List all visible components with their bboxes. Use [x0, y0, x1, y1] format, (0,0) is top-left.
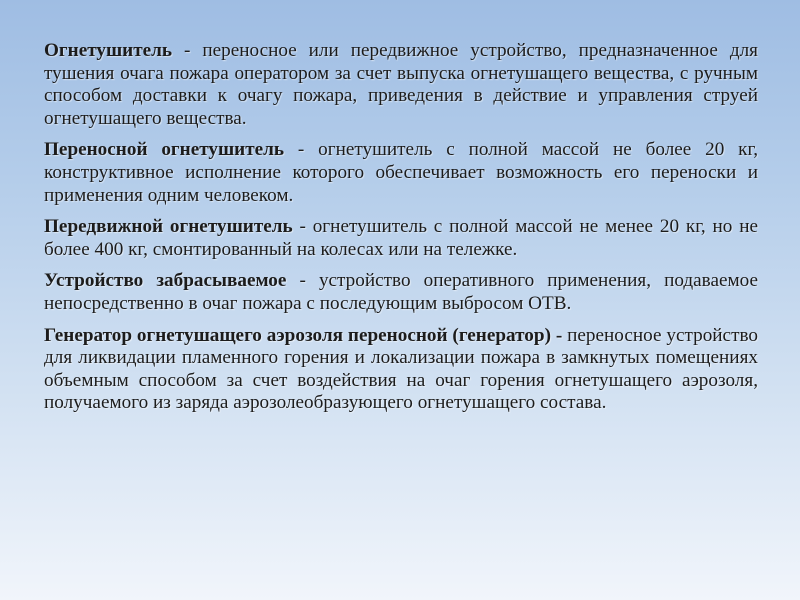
definition-portable-extinguisher	[44, 139, 758, 207]
definition-text: - устройство оперативного применения, подаваемое непосредственно в очаг пожара с последующим выбросом ОТВ.	[44, 270, 758, 314]
definition-term: Генератор огнетушащего аэрозоля переносной (генератор) -	[44, 324, 563, 346]
definition-text: - переносное или передвижное устройство, предназначенное для тушения очага пожара оператором за счет выпуска огнетушащего вещества, с ручным способом доставки к очагу пожара, приведения в действие и управления струей огнетушащего вещества.	[44, 40, 758, 129]
definitions-list	[44, 40, 758, 424]
definition-term: Огнетушитель	[44, 40, 173, 61]
definition-text: переносное устройство для ликвидации пламенного горения и локализации пожара в замкнутых помещениях объемным способом за счет воздействия на очаг горения огнетушащего аэрозоля, получаемого из заряда аэрозолеобразующего огнетушащего состава.	[44, 324, 758, 414]
definition-term: Переносной огнетушитель	[44, 139, 285, 161]
definition-term: Передвижной огнетушитель	[44, 216, 293, 238]
definition-aerosol-generator	[44, 325, 758, 415]
definition-term: Устройство забрасываемое	[44, 270, 287, 292]
definition-text: - огнетушитель с полной массой не более 20 кг, конструктивное исполнение которого обеспечивает возможность его переноски и применения одним человеком.	[44, 139, 758, 206]
definition-throwable-device	[44, 270, 758, 315]
definition-mobile-extinguisher	[44, 216, 758, 261]
definition-text: - огнетушитель с полной массой не менее 20 кг, но не более 400 кг, смонтированный на колесах или на тележке.	[44, 216, 758, 260]
definition-fire-extinguisher	[44, 40, 758, 130]
